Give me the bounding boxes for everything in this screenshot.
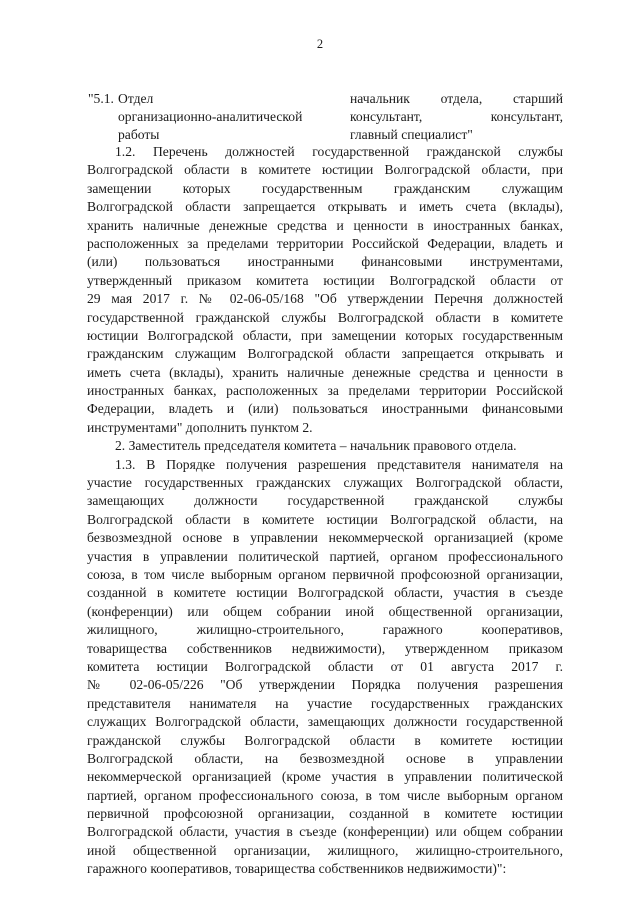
text-line: 1.2. Перечень должностей государственной гражданской службы — [115, 144, 563, 159]
department-name — [118, 90, 323, 144]
text-line: безвозмездной основе в управлении некоммерческой организацией (кроме — [87, 530, 563, 546]
text-line: партией, органом профессионального союза, в том числе выборным органом — [87, 787, 563, 803]
text-line: гражданской службы Волгоградской области в комитете юстиции — [87, 732, 563, 748]
text-line: 29 мая 2017 г. № 02-06-05/168 "Об утверждении Перечня должностей — [87, 291, 563, 307]
text-line: 2. Заместитель председателя комитета – начальник правового отдела. — [115, 438, 517, 454]
text-line: расположенных за пределами территории Российской Федерации, владеть и — [87, 235, 563, 251]
text-line: гаражного кооперативов, товарищества собственников недвижимости)": — [87, 861, 507, 877]
text-line: гражданским служащим Волгоградской области запрещается открывать и — [87, 346, 563, 362]
text-line: утвержденный приказом комитета юстиции Волгоградской области от — [87, 272, 563, 288]
text-line: иной общественной организации, жилищного, жилищно-строительного, — [87, 842, 563, 858]
text-line: служащих Волгоградской области, замещающих должности государственной — [87, 714, 563, 730]
text-line: первичной профсоюзной организации, созданной в комитете юстиции — [87, 806, 563, 822]
paragraph-p2 — [87, 437, 563, 455]
text-line: иметь счета (вклады), хранить наличные денежные средства и ценности в — [87, 364, 563, 380]
text-line: (конференции) или общем собрании иной общественной организации, — [87, 603, 563, 619]
text-line: Федерации, владеть и (или) пользоваться иностранными финансовыми — [87, 401, 563, 417]
positions-cell — [350, 90, 563, 144]
department-line: Отдел — [118, 91, 154, 106]
text-line: некоммерческой организацией (кроме участия в управлении политической — [87, 769, 563, 785]
paragraph-p1 — [87, 143, 563, 437]
page-number: 2 — [316, 37, 324, 51]
text-line: хранить наличные денежные средства и ценности в иностранных банках, — [87, 217, 563, 233]
positions-line: главный специалист" — [350, 127, 473, 142]
text-line: Волгоградской области, участия в съезде (конференции) или общем собрании — [87, 824, 563, 840]
text-line: замещении которых государственным гражданским служащим — [87, 180, 563, 196]
text-line: Волгоградской области запрещается открывать и иметь счета (вклады), — [87, 199, 563, 215]
positions-line: начальник отдела, старший — [350, 91, 563, 106]
text-line: замещающих должности государственной гражданской службы — [87, 493, 563, 509]
text-line: Волгоградской области в комитете юстиции Волгоградской области, на — [87, 511, 563, 527]
text-line: участия в управлении политической партией, органом профессионального — [87, 548, 563, 564]
text-line: Волгоградской области, на безвозмездной основе в управлении — [87, 750, 563, 766]
text-line: инструментами" дополнить пунктом 2. — [87, 419, 313, 435]
text-line: иностранных банках, расположенных за пределами территории Российской — [87, 383, 563, 399]
text-line: (или) пользоваться иностранными финансовыми инструментами, — [87, 254, 563, 270]
department-line: организационно-аналитической — [118, 109, 303, 124]
positions-line: консультант, консультант, — [350, 109, 563, 124]
item-number: "5.1. — [88, 91, 114, 106]
text-line: № 02-06-05/226 "Об утверждении Порядка получения разрешения — [87, 677, 563, 693]
text-line: 1.3. В Порядке получения разрешения представителя нанимателя на — [115, 456, 563, 472]
text-line: созданной в комитете юстиции Волгоградской области, участия в съезде — [87, 585, 563, 601]
text-line: Волгоградской области в комитете юстиции Волгоградской области, при — [87, 162, 563, 178]
department-line: работы — [118, 127, 160, 142]
text-line: комитета юстиции Волгоградской области от 01 августа 2017 г. — [87, 658, 563, 674]
text-line: товарищества собственников недвижимости), утвержденном приказом — [87, 640, 563, 656]
text-line: жилищного, жилищно-строительного, гаражного кооперативов, — [87, 622, 563, 638]
paragraph-p3 — [87, 456, 563, 879]
text-line: участие государственных гражданских служащих Волгоградской области, — [87, 475, 563, 491]
text-line: представителя нанимателя на участие государственных гражданских — [87, 695, 563, 711]
text-line: государственной гражданской службы Волгоградской области в комитете — [87, 309, 563, 325]
text-line: юстиции Волгоградской области, при замещении которых государственным — [87, 327, 563, 343]
document-body — [87, 143, 563, 879]
text-line: союза, в том числе выборным органом первичной профсоюзной организации, — [87, 566, 563, 582]
